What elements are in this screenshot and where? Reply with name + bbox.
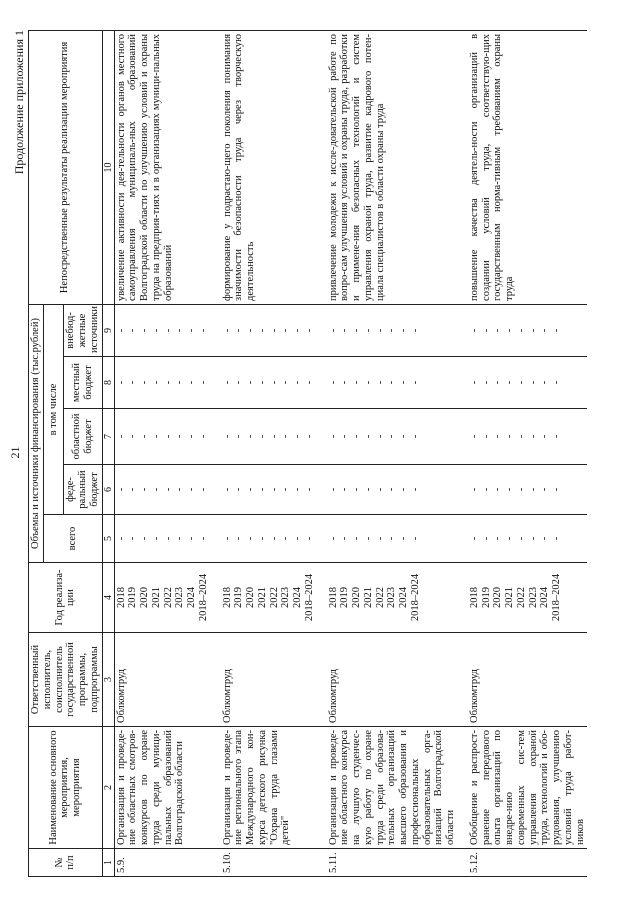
amount-dash: - [303, 380, 315, 385]
amount-dash: - [174, 487, 186, 492]
amount-dash: - [303, 434, 315, 439]
amount-dash: - [127, 487, 139, 492]
amount-dash: - [174, 380, 186, 385]
year-value: 2021 [150, 587, 162, 608]
row-name: Организация и проведе-ние регионального этапа Международного кон-курса детского рисунка "Охрана труда глазами детей" [221, 727, 317, 849]
amount-dash: - [162, 536, 174, 541]
page-number: 21 [8, 446, 22, 459]
amount-dash: - [527, 328, 539, 333]
col-number: 8 [102, 357, 114, 409]
amount-dash: - [339, 487, 351, 492]
table-body [114, 30, 587, 876]
row-result: увеличение активности дея-тельности органов местного самоуправления муниципаль-ных образований Волгоградской области по улучшению условий и охраны труда на предприя-тиях и в организациях муници-пальных образований [114, 30, 211, 304]
row-spacer [317, 30, 327, 876]
amount-dash: - [280, 536, 292, 541]
amount-dash: - [162, 434, 174, 439]
amount-dash: - [174, 434, 186, 439]
amount-dash: - [351, 487, 363, 492]
year-value: 2019 [233, 587, 245, 608]
amount-dash: - [292, 434, 304, 439]
table-row [114, 30, 211, 876]
header-including: в том числе [43, 304, 64, 514]
amount-dash: - [551, 328, 563, 333]
row-amounts [221, 304, 317, 356]
amount-dash: - [468, 328, 480, 333]
amount-dash: - [245, 328, 257, 333]
amount-dash: - [221, 434, 233, 439]
amount-dash: - [327, 328, 339, 333]
amount-dash: - [174, 328, 186, 333]
col-number: 3 [102, 633, 114, 727]
row-executor: Облкомтруд [221, 633, 317, 727]
amount-dash: - [115, 328, 127, 333]
year-value: 2024 [398, 587, 410, 608]
continuation-title: Продолжение приложения 1 [12, 30, 26, 175]
amount-dash: - [256, 434, 268, 439]
amount-dash: - [150, 434, 162, 439]
amount-dash: - [197, 434, 209, 439]
row-amounts [221, 357, 317, 409]
spacer-cell [317, 633, 327, 727]
amount-dash: - [268, 536, 280, 541]
col-number: 2 [102, 727, 114, 849]
amount-dash: - [515, 536, 527, 541]
spacer-cell [317, 515, 327, 563]
amount-dash: - [339, 536, 351, 541]
amount-dash: - [374, 380, 386, 385]
year-value: 2023 [527, 587, 539, 608]
header-total: всего [43, 515, 102, 563]
amount-dash: - [480, 536, 492, 541]
amount-dash: - [245, 380, 257, 385]
amount-dash: - [197, 328, 209, 333]
amount-dash: - [492, 380, 504, 385]
amount-dash: - [186, 380, 198, 385]
amount-dash: - [280, 487, 292, 492]
amount-dash: - [115, 536, 127, 541]
year-value: 2022 [374, 587, 386, 608]
amount-dash: - [504, 434, 516, 439]
row-amounts [114, 465, 211, 515]
col-number: 9 [102, 304, 114, 356]
amount-dash: - [362, 328, 374, 333]
amount-dash: - [351, 536, 363, 541]
spacer-cell [211, 357, 221, 409]
row-result: привлечение молодежи к иссле-довательской работе по вопро-сам улучшения условий и охраны труда, разработки и примене-ния безопасных технологий и систем управления охраной труда, развитие кадрового потен-циала специалистов в области охраны труда [327, 30, 458, 304]
year-value: 2023 [386, 587, 398, 608]
row-name: Обобщение и распрост-ранение передового опыта организаций по внедре-нию современных сис-тем управления охраной труда, технологий и обо-рудования, улучшению условий труда работ-ников [468, 727, 588, 849]
spacer-cell [458, 515, 468, 563]
amount-dash: - [150, 487, 162, 492]
year-value: 2018–2024 [409, 573, 421, 622]
row-years [221, 563, 317, 633]
amount-dash: - [374, 487, 386, 492]
row-amounts [327, 357, 458, 409]
year-value: 2021 [256, 587, 268, 608]
spacer-cell [317, 563, 327, 633]
row-executor: Облкомтруд [468, 633, 588, 727]
amount-dash: - [398, 380, 410, 385]
year-value: 2019 [339, 587, 351, 608]
row-result: повышение качества деятель-ности организаций в создании условий труда, соответствую-щих государственным норма-тивным требованиям охраны труда [468, 30, 588, 304]
year-value: 2023 [280, 587, 292, 608]
row-amounts [114, 304, 211, 356]
row-amounts [468, 357, 588, 409]
amount-dash: - [527, 487, 539, 492]
row-number: 5.12. [468, 849, 588, 877]
row-amounts [327, 304, 458, 356]
row-name: Организация и проведе-ние областных смотров-конкурсов по охране труда среди муници-пальных образований Волгоградской области [114, 727, 211, 849]
amount-dash: - [409, 434, 421, 439]
header-extra: внебюд-жетные источники [64, 304, 102, 356]
amount-dash: - [327, 536, 339, 541]
row-number: 5.10. [221, 849, 317, 877]
spacer-cell [211, 727, 221, 849]
amount-dash: - [339, 434, 351, 439]
amount-dash: - [221, 536, 233, 541]
amount-dash: - [527, 434, 539, 439]
spacer-cell [317, 30, 327, 304]
year-value: 2022 [268, 587, 280, 608]
amount-dash: - [551, 536, 563, 541]
row-years [468, 563, 588, 633]
col-number: 1 [102, 849, 114, 877]
row-amounts [221, 409, 317, 465]
amount-dash: - [492, 328, 504, 333]
spacer-cell [317, 849, 327, 877]
amount-dash: - [115, 487, 127, 492]
year-value: 2020 [139, 587, 151, 608]
amount-dash: - [127, 328, 139, 333]
amount-dash: - [162, 380, 174, 385]
amount-dash: - [480, 487, 492, 492]
amount-dash: - [150, 536, 162, 541]
amount-dash: - [139, 328, 151, 333]
year-value: 2020 [492, 587, 504, 608]
amount-dash: - [303, 536, 315, 541]
amount-dash: - [303, 487, 315, 492]
amount-dash: - [303, 328, 315, 333]
amount-dash: - [139, 536, 151, 541]
header-funding: Объемы и источники финансирования (тыс.рублей) [29, 304, 44, 562]
amount-dash: - [139, 434, 151, 439]
amount-dash: - [551, 487, 563, 492]
amount-dash: - [386, 328, 398, 333]
amount-dash: - [221, 328, 233, 333]
amount-dash: - [174, 536, 186, 541]
amount-dash: - [327, 434, 339, 439]
amount-dash: - [539, 434, 551, 439]
amount-dash: - [186, 328, 198, 333]
amount-dash: - [245, 487, 257, 492]
year-value: 2018 [468, 587, 480, 608]
row-amounts [327, 409, 458, 465]
year-value: 2019 [127, 587, 139, 608]
amount-dash: - [515, 380, 527, 385]
amount-dash: - [409, 380, 421, 385]
amount-dash: - [504, 380, 516, 385]
row-amounts [327, 515, 458, 563]
amount-dash: - [374, 328, 386, 333]
row-amounts [468, 304, 588, 356]
amount-dash: - [115, 380, 127, 385]
amount-dash: - [374, 536, 386, 541]
year-value: 2019 [480, 587, 492, 608]
amount-dash: - [527, 380, 539, 385]
header-local: местный бюджет [64, 357, 102, 409]
amount-dash: - [150, 328, 162, 333]
spacer-cell [458, 563, 468, 633]
year-value: 2018 [115, 587, 127, 608]
amount-dash: - [245, 536, 257, 541]
amount-dash: - [351, 328, 363, 333]
amount-dash: - [339, 328, 351, 333]
spacer-cell [211, 304, 221, 356]
spacer-cell [458, 409, 468, 465]
amount-dash: - [551, 380, 563, 385]
amount-dash: - [162, 328, 174, 333]
amount-dash: - [186, 434, 198, 439]
spacer-cell [317, 465, 327, 515]
amount-dash: - [504, 536, 516, 541]
row-spacer [211, 30, 221, 876]
amount-dash: - [492, 487, 504, 492]
year-value: 2024 [292, 587, 304, 608]
amount-dash: - [256, 536, 268, 541]
amount-dash: - [268, 434, 280, 439]
amount-dash: - [233, 380, 245, 385]
amount-dash: - [115, 434, 127, 439]
row-executor: Облкомтруд [327, 633, 458, 727]
spacer-cell [211, 30, 221, 304]
amount-dash: - [339, 380, 351, 385]
table-row [327, 30, 458, 876]
amount-dash: - [527, 536, 539, 541]
amount-dash: - [539, 328, 551, 333]
amount-dash: - [233, 487, 245, 492]
amount-dash: - [362, 536, 374, 541]
spacer-cell [458, 465, 468, 515]
amount-dash: - [186, 536, 198, 541]
year-value: 2022 [515, 587, 527, 608]
spacer-cell [317, 304, 327, 356]
amount-dash: - [492, 434, 504, 439]
amount-dash: - [127, 536, 139, 541]
row-executor: Облкомтруд [114, 633, 211, 727]
amount-dash: - [398, 536, 410, 541]
spacer-cell [211, 633, 221, 727]
spacer-cell [211, 465, 221, 515]
row-amounts [327, 465, 458, 515]
header-name: Наименование основного мероприятия, мероприятия [29, 727, 103, 849]
amount-dash: - [480, 328, 492, 333]
amount-dash: - [139, 380, 151, 385]
row-amounts [114, 409, 211, 465]
amount-dash: - [221, 380, 233, 385]
row-amounts [468, 465, 588, 515]
amount-dash: - [268, 380, 280, 385]
amount-dash: - [233, 536, 245, 541]
amount-dash: - [539, 536, 551, 541]
year-value: 2024 [186, 587, 198, 608]
amount-dash: - [468, 434, 480, 439]
header-federal: феде-ральный бюджет [64, 465, 102, 515]
amount-dash: - [280, 434, 292, 439]
amount-dash: - [150, 380, 162, 385]
year-value: 2018–2024 [303, 573, 315, 622]
amount-dash: - [409, 487, 421, 492]
spacer-cell [458, 304, 468, 356]
amount-dash: - [327, 487, 339, 492]
spacer-cell [317, 409, 327, 465]
row-amounts [468, 515, 588, 563]
year-value: 2018–2024 [551, 573, 563, 622]
header-regional: областной бюджет [64, 409, 102, 465]
amount-dash: - [186, 487, 198, 492]
year-value: 2024 [539, 587, 551, 608]
spacer-cell [458, 30, 468, 304]
amount-dash: - [480, 380, 492, 385]
amount-dash: - [127, 380, 139, 385]
amount-dash: - [139, 487, 151, 492]
amount-dash: - [504, 328, 516, 333]
amount-dash: - [468, 487, 480, 492]
row-amounts [114, 357, 211, 409]
year-value: 2020 [245, 587, 257, 608]
amount-dash: - [197, 380, 209, 385]
col-number: 10 [102, 30, 114, 304]
row-years [114, 563, 211, 633]
spacer-cell [211, 849, 221, 877]
amount-dash: - [233, 434, 245, 439]
row-spacer [458, 30, 468, 876]
amount-dash: - [398, 328, 410, 333]
year-value: 2018 [221, 587, 233, 608]
amount-dash: - [327, 380, 339, 385]
amount-dash: - [197, 487, 209, 492]
amount-dash: - [197, 536, 209, 541]
row-amounts [221, 465, 317, 515]
amount-dash: - [539, 380, 551, 385]
program-table [28, 30, 587, 877]
row-result: формирование у подрастаю-щего поколения понимания значимости безопасности труда через творческую деятельность [221, 30, 317, 304]
spacer-cell [211, 515, 221, 563]
column-number-row [102, 30, 114, 876]
year-value: 2018 [327, 587, 339, 608]
amount-dash: - [292, 380, 304, 385]
row-number: 5.11. [327, 849, 458, 877]
amount-dash: - [292, 328, 304, 333]
amount-dash: - [515, 434, 527, 439]
amount-dash: - [468, 536, 480, 541]
amount-dash: - [409, 328, 421, 333]
amount-dash: - [351, 380, 363, 385]
amount-dash: - [351, 434, 363, 439]
row-number: 5.9. [114, 849, 211, 877]
header-num: № п/п [29, 849, 103, 877]
amount-dash: - [409, 536, 421, 541]
amount-dash: - [551, 434, 563, 439]
row-amounts [114, 515, 211, 563]
row-amounts [468, 409, 588, 465]
amount-dash: - [480, 434, 492, 439]
amount-dash: - [292, 536, 304, 541]
col-number: 5 [102, 515, 114, 563]
col-number: 4 [102, 563, 114, 633]
year-value: 2021 [504, 587, 516, 608]
amount-dash: - [362, 434, 374, 439]
spacer-cell [211, 409, 221, 465]
amount-dash: - [245, 434, 257, 439]
amount-dash: - [398, 434, 410, 439]
amount-dash: - [398, 487, 410, 492]
amount-dash: - [515, 487, 527, 492]
amount-dash: - [386, 536, 398, 541]
amount-dash: - [362, 487, 374, 492]
year-value: 2023 [174, 587, 186, 608]
spacer-cell [211, 563, 221, 633]
amount-dash: - [127, 434, 139, 439]
amount-dash: - [539, 487, 551, 492]
header-executor: Ответственный исполнитель, соисполнитель государственной программы, подпрограммы [29, 633, 103, 727]
amount-dash: - [268, 487, 280, 492]
amount-dash: - [492, 536, 504, 541]
amount-dash: - [162, 487, 174, 492]
table-row [468, 30, 588, 876]
amount-dash: - [280, 380, 292, 385]
row-name: Организация и проведе-ние областного конкурса на лучшую студенчес-кую работу по охране труда среди образова-тельных организаций высшего образования и профессиональных образовательных орга-низаций Волгоградской области [327, 727, 458, 849]
amount-dash: - [374, 434, 386, 439]
row-amounts [221, 515, 317, 563]
header-results: Непосредственные результаты реализации мероприятия [29, 30, 103, 304]
table-row [221, 30, 317, 876]
amount-dash: - [362, 380, 374, 385]
amount-dash: - [386, 380, 398, 385]
spacer-cell [458, 633, 468, 727]
row-years [327, 563, 458, 633]
amount-dash: - [386, 487, 398, 492]
amount-dash: - [233, 328, 245, 333]
amount-dash: - [256, 328, 268, 333]
amount-dash: - [468, 380, 480, 385]
amount-dash: - [292, 487, 304, 492]
col-number: 7 [102, 409, 114, 465]
spacer-cell [458, 849, 468, 877]
year-value: 2020 [351, 587, 363, 608]
year-value: 2018–2024 [197, 573, 209, 622]
amount-dash: - [256, 487, 268, 492]
header-year: Год реализа-ции [29, 563, 103, 633]
year-value: 2021 [362, 587, 374, 608]
amount-dash: - [280, 328, 292, 333]
year-value: 2022 [162, 587, 174, 608]
col-number: 6 [102, 465, 114, 515]
amount-dash: - [221, 487, 233, 492]
spacer-cell [458, 727, 468, 849]
amount-dash: - [386, 434, 398, 439]
amount-dash: - [504, 487, 516, 492]
spacer-cell [317, 357, 327, 409]
amount-dash: - [515, 328, 527, 333]
amount-dash: - [268, 328, 280, 333]
spacer-cell [317, 727, 327, 849]
spacer-cell [458, 357, 468, 409]
amount-dash: - [256, 380, 268, 385]
